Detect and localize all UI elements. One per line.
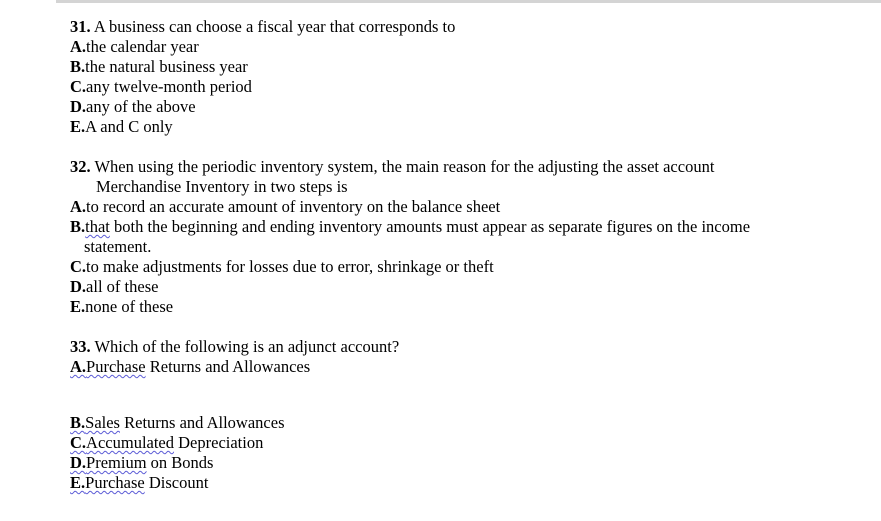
spellcheck-underline: that — [85, 217, 110, 236]
spellcheck-underline: Premium — [86, 453, 147, 472]
answer-option: E.A and C only — [70, 117, 173, 136]
question-number: 33. — [70, 337, 91, 356]
answer-option: C.any twelve-month period — [70, 77, 252, 96]
answer-option: D.Premium on Bonds — [70, 453, 214, 472]
spellcheck-underline: Sales — [85, 413, 120, 432]
question-stem: 32. When using the periodic inventory system, the main reason for the adjusting the asset account — [70, 157, 715, 176]
spacer — [70, 317, 870, 337]
question-32 — [70, 157, 870, 317]
answer-option: E.none of these — [70, 297, 174, 316]
answer-option: E.Purchase Discount — [70, 473, 209, 492]
question-stem: 33. Which of the following is an adjunct account? — [70, 337, 400, 356]
answer-option: D.any of the above — [70, 97, 196, 116]
answer-option: A.to record an accurate amount of inventory on the balance sheet — [70, 197, 501, 216]
spacer — [70, 377, 870, 413]
answer-option-continuation: statement. — [84, 237, 152, 256]
question-33 — [70, 337, 870, 493]
spellcheck-underline: Purchase — [86, 357, 146, 376]
spellcheck-underline: Purchase — [85, 473, 145, 492]
spacer — [70, 137, 870, 157]
question-stem-continuation: Merchandise Inventory in two steps is — [96, 177, 348, 196]
answer-option: A.Purchase Returns and Allowances — [70, 357, 311, 376]
question-31 — [70, 17, 870, 137]
spellcheck-underline: Accumulated — [86, 433, 175, 452]
answer-option: C.Accumulated Depreciation — [70, 433, 264, 452]
answer-option: B.that both the beginning and ending inventory amounts must appear as separate figures on the income — [70, 217, 751, 236]
document-page — [70, 17, 870, 493]
answer-option: B.Sales Returns and Allowances — [70, 413, 285, 432]
answer-option: D.all of these — [70, 277, 159, 296]
answer-option: C.to make adjustments for losses due to error, shrinkage or theft — [70, 257, 494, 276]
question-number: 31. — [70, 17, 91, 36]
answer-option: A.the calendar year — [70, 37, 199, 56]
answer-option: B.the natural business year — [70, 57, 248, 76]
question-stem: 31. A business can choose a fiscal year that corresponds to — [70, 17, 456, 36]
question-number: 32. — [70, 157, 91, 176]
top-border — [56, 0, 881, 3]
